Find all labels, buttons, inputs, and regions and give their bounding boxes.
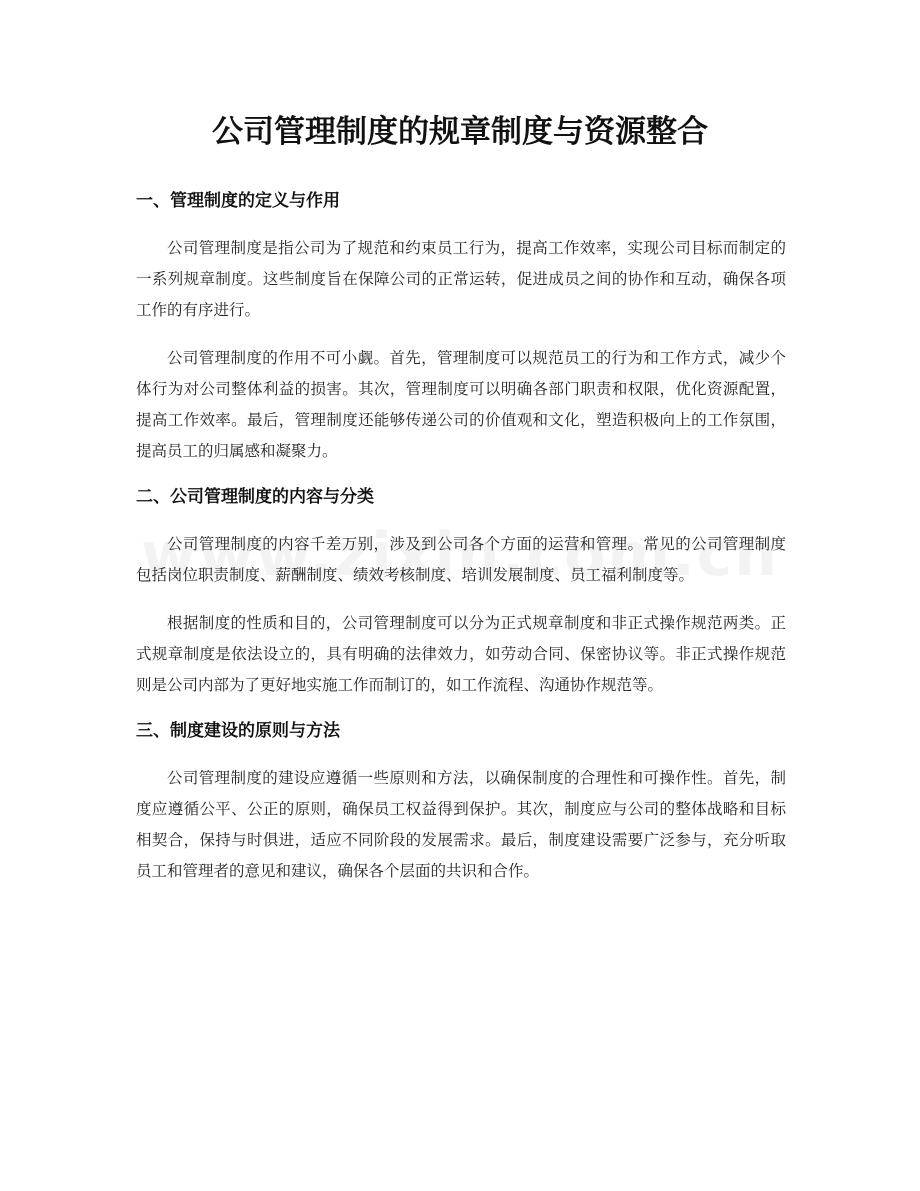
section-content-classification [136,482,786,701]
section-heading: 一、管理制度的定义与作用 [136,191,340,211]
section-heading: 三、制度建设的原则与方法 [136,721,340,741]
section-heading: 二、公司管理制度的内容与分类 [136,487,374,507]
paragraph: 公司管理制度的内容千差万别，涉及到公司各个方面的运营和管理。常见的公司管理制度包括岗位职责制度、薪酬制度、绩效考核制度、培训发展制度、员工福利制度等。 [136,535,786,584]
document-body [136,186,786,887]
paragraph: 公司管理制度的作用不可小觑。首先，管理制度可以规范员工的行为和工作方式，减少个体行为对公司整体利益的损害。其次，管理制度可以明确各部门职责和权限，优化资源配置，提高工作效率。最后，管理制度还能够传递公司的价值观和文化，塑造积极向上的工作氛围，提高员工的归属感和凝聚力。 [136,349,786,460]
paragraph: 公司管理制度的建设应遵循一些原则和方法，以确保制度的合理性和可操作性。首先，制度应遵循公平、公正的原则，确保员工权益得到保护。其次，制度应与公司的整体战略和目标相契合，保持与时俱进，适应不同阶段的发展需求。最后，制度建设需要广泛参与，充分听取员工和管理者的意见和建议，确保各个层面的共识和合作。 [136,769,786,880]
paragraph: 根据制度的性质和目的，公司管理制度可以分为正式规章制度和非正式操作规范两类。正式规章制度是依法设立的，具有明确的法律效力，如劳动合同、保密协议等。非正式操作规范则是公司内部为了更好地实施工作而制订的，如工作流程、沟通协作规范等。 [136,614,786,694]
section-definition [136,186,786,467]
paragraph: 公司管理制度是指公司为了规范和约束员工行为，提高工作效率，实现公司目标而制定的一系列规章制度。这些制度旨在保障公司的正常运转，促进成员之间的协作和互动，确保各项工作的有序进行。 [136,239,786,319]
page-title: 公司管理制度的规章制度与资源整合 [212,114,708,150]
section-principles-methods [136,716,786,887]
